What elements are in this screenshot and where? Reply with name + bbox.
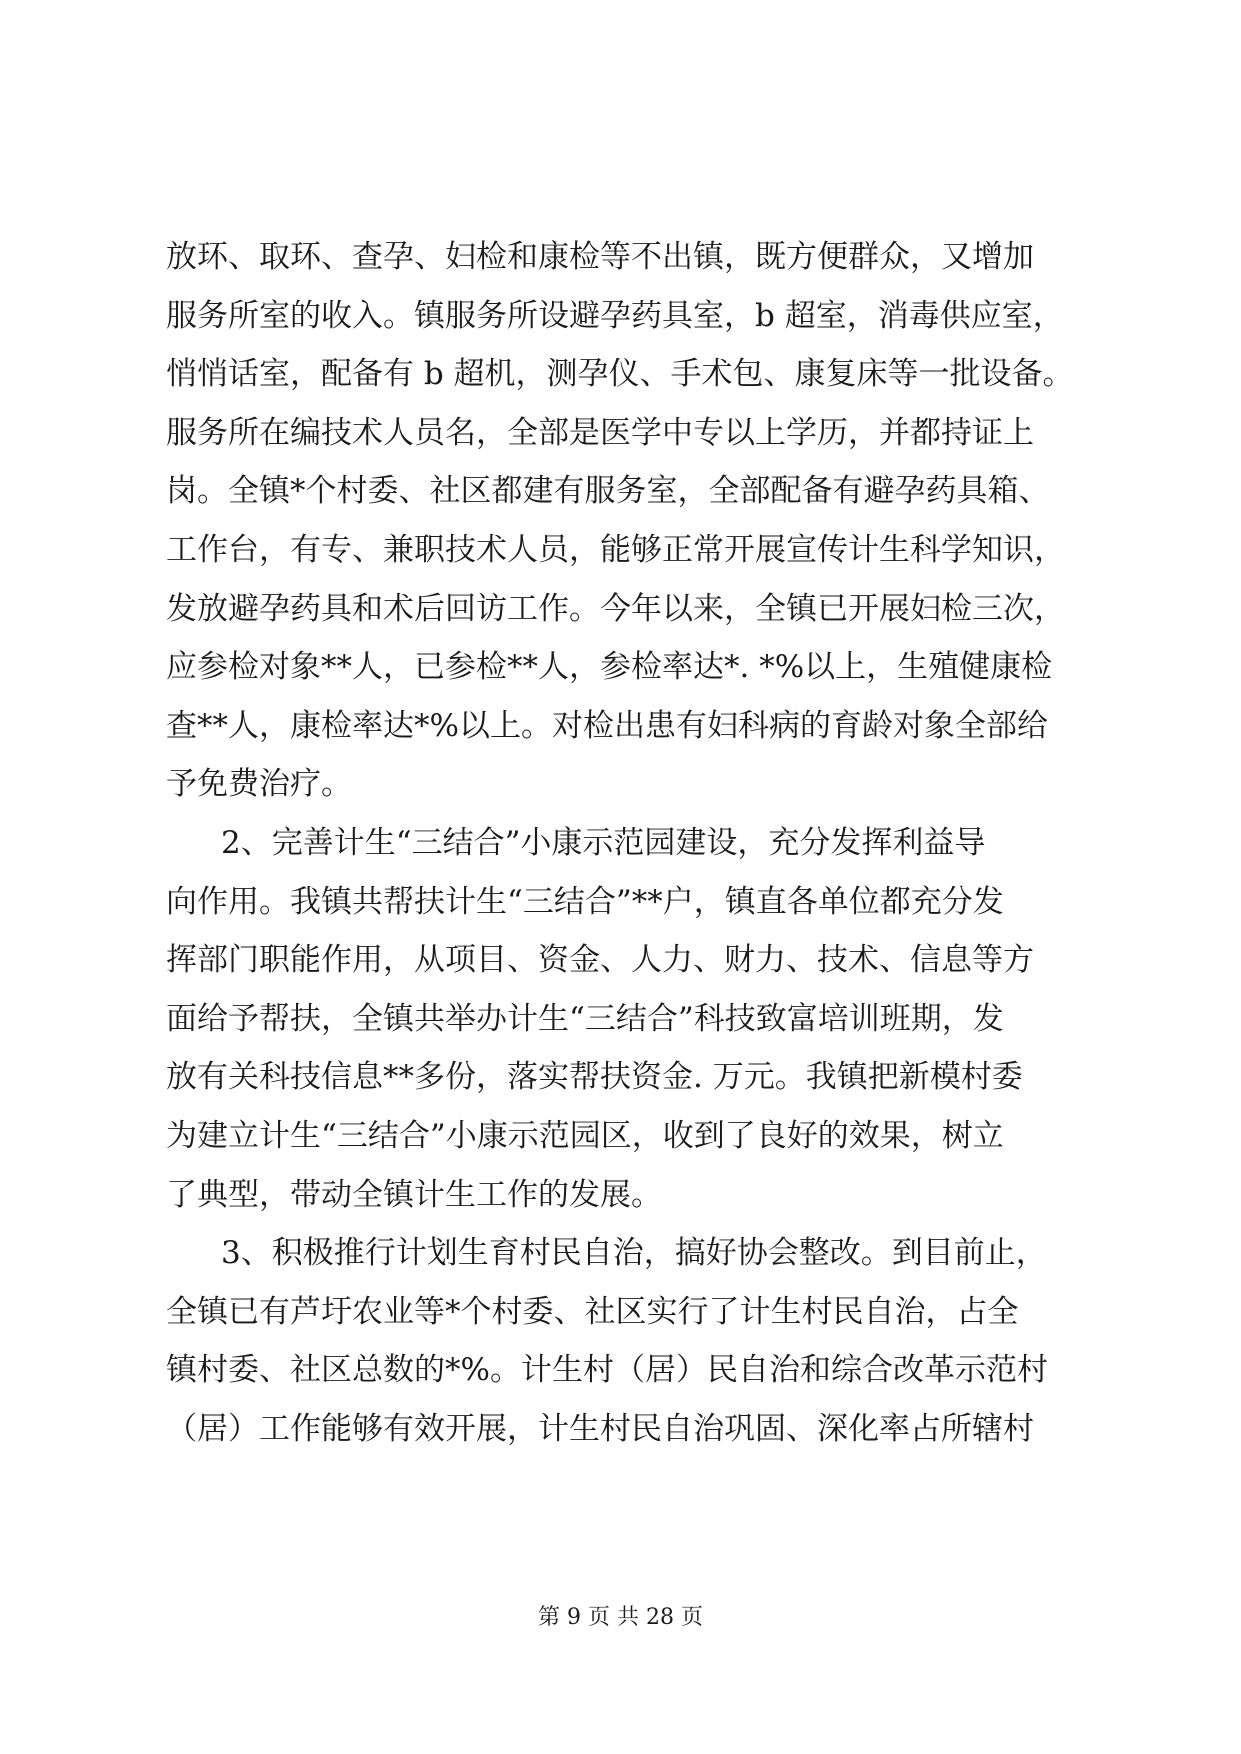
text-line: 悄悄话室，配备有 b 超机，测孕仪、手术包、康复床等一批设备。 — [166, 356, 1074, 393]
text-line: 3、积极推行计划生育村民自治，搞好协会整改。到目前止， — [221, 1235, 1047, 1272]
text-line: 为建立计生“三结合”小康示范园区，收到了良好的效果，树立 — [166, 1117, 1004, 1154]
text-line: 了典型，带动全镇计生工作的发展。 — [166, 1176, 662, 1213]
text-line: 发放避孕药具和术后回访工作。今年以来，全镇已开展妇检三次， — [166, 590, 1065, 627]
page-footer: 第 9 页 共 28 页 — [538, 1605, 703, 1630]
text-line: 2、完善计生“三结合”小康示范园建设，充分发挥利益导 — [221, 824, 986, 861]
text-line: 岗。全镇*个村委、社区都建有服务室，全部配备有避孕药具箱、 — [166, 473, 1050, 510]
text-line: 服务所在编技术人员名，全部是医学中专以上学历，并都持证上 — [166, 414, 1034, 451]
text-line: 面给予帮扶，全镇共举办计生“三结合”科技致富培训班期，发 — [166, 1000, 1004, 1037]
text-line: 向作用。我镇共帮扶计生“三结合”**户，镇直各单位都充分发 — [166, 883, 1004, 920]
document-body — [166, 228, 1110, 1458]
text-line: 应参检对象**人，已参检**人，参检率达*. *%以上，生殖健康检 — [166, 649, 1053, 686]
text-line: （居）工作能够有效开展，计生村民自治巩固、深化率占所辖村 — [166, 1410, 1034, 1447]
text-line: 予免费治疗。 — [166, 766, 352, 803]
text-line: 挥部门职能作用，从项目、资金、人力、财力、技术、信息等方 — [166, 942, 1034, 979]
text-line: 镇村委、社区总数的*%。计生村（居）民自治和综合改革示范村 — [166, 1352, 1048, 1389]
text-line: 工作台，有专、兼职技术人员，能够正常开展宣传计生科学知识， — [166, 531, 1065, 568]
text-line: 放环、取环、查孕、妇检和康检等不出镇，既方便群众，又增加 — [166, 239, 1034, 275]
text-line: 服务所室的收入。镇服务所设避孕药具室，b 超室，消毒供应室， — [166, 297, 1064, 334]
text-line: 放有关科技信息**多份，落实帮扶资金. 万元。我镇把新模村委 — [166, 1059, 1023, 1096]
text-line: 查**人，康检率达*%以上。对检出患有妇科病的育龄对象全部给 — [166, 707, 1048, 744]
text-line: 全镇已有芦圩农业等*个村委、社区实行了计生村民自治，占全 — [166, 1293, 1019, 1330]
